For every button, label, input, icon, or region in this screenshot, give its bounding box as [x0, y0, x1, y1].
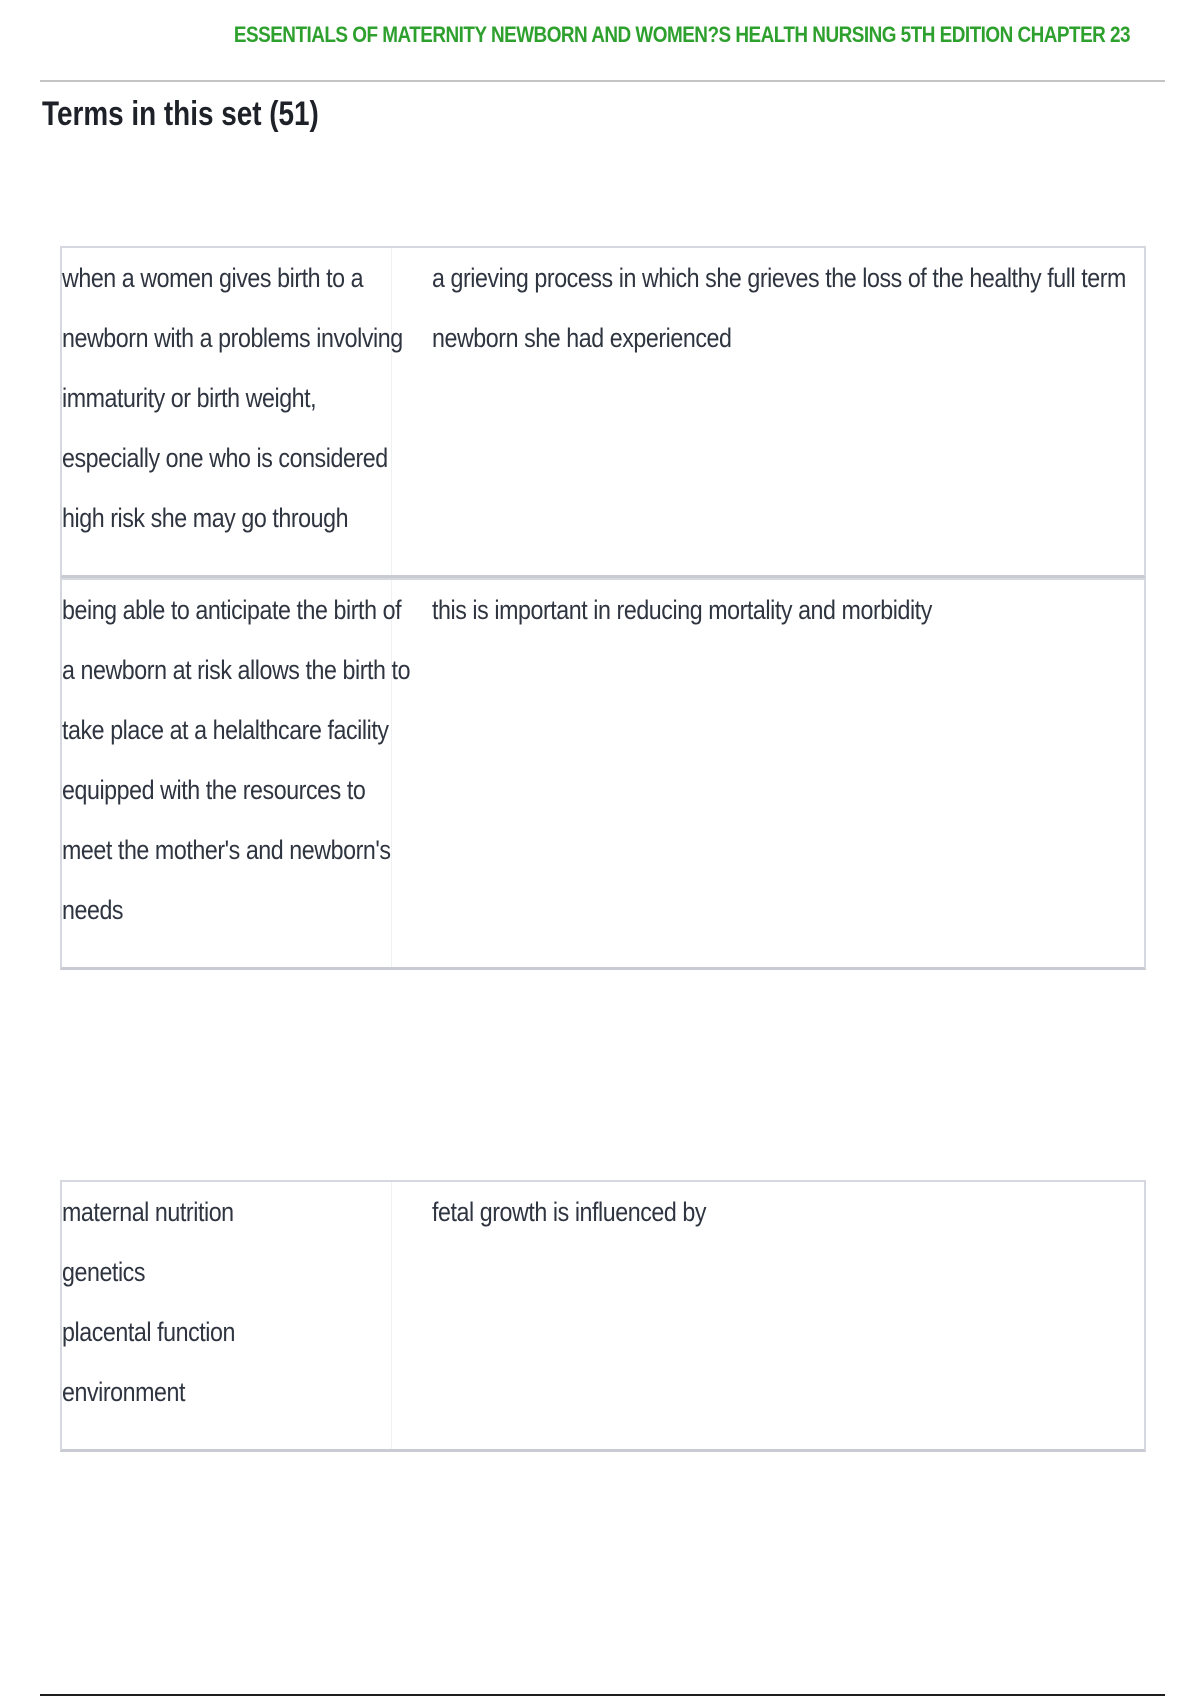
term-line: take place at a helalthcare facility: [62, 715, 389, 745]
footer-divider: [40, 1694, 1165, 1696]
term-line: equipped with the resources to: [62, 775, 366, 805]
card-definition: [432, 248, 1144, 575]
definition-line: this is important in reducing mortality and morbidity: [432, 595, 932, 625]
set-title: Terms in this set (51): [42, 95, 319, 133]
term-line: meet the mother's and newborn's: [62, 835, 391, 865]
term-line: genetics: [62, 1257, 146, 1287]
definition-line: a grieving process in which she grieves the loss of the healthy full term: [432, 263, 1126, 293]
card-term: [62, 1182, 392, 1449]
term-line: placental function: [62, 1317, 235, 1347]
term-line: maternal nutrition: [62, 1197, 234, 1227]
definition-line: newborn she had experienced: [432, 323, 732, 353]
flashcard: [60, 246, 1146, 578]
term-line: needs: [62, 895, 124, 925]
header-divider: [40, 80, 1165, 82]
card-term: [62, 580, 411, 967]
term-line: newborn with a problems involving: [62, 323, 403, 353]
card-term: [62, 248, 403, 575]
definition-line: fetal growth is influenced by: [432, 1197, 707, 1227]
card-definition: [432, 580, 1144, 967]
term-line: high risk she may go through: [62, 503, 349, 533]
term-line: being able to anticipate the birth of: [62, 595, 402, 625]
flashcard: [60, 1180, 1146, 1452]
term-line: especially one who is considered: [62, 443, 388, 473]
flashcard: [60, 578, 1146, 970]
term-line: immaturity or birth weight,: [62, 383, 317, 413]
card-definition: [432, 1182, 1144, 1449]
term-line: environment: [62, 1377, 186, 1407]
document-title: ESSENTIALS OF MATERNITY NEWBORN AND WOMEN?S HEALTH NURSING 5TH EDITION CHAPTER 23: [233, 22, 1130, 47]
term-line: when a women gives birth to a: [62, 263, 364, 293]
term-line: a newborn at risk allows the birth to: [62, 655, 411, 685]
